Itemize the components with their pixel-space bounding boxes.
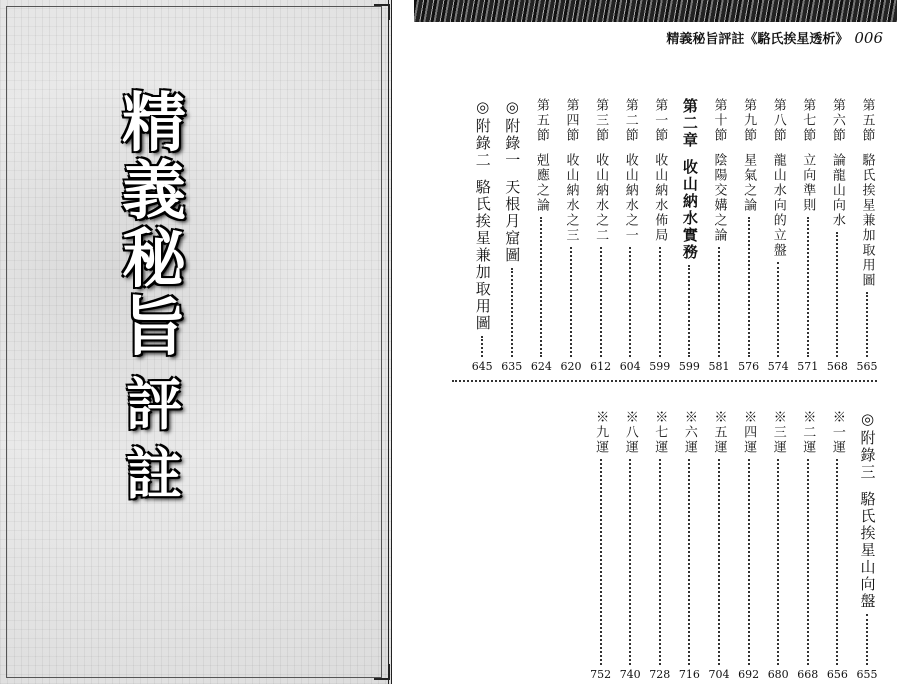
toc-page-number: 576 [738, 360, 760, 373]
toc-entry-label: ※六運 [681, 410, 697, 455]
toc-page [392, 0, 897, 684]
toc-entry[interactable] [618, 98, 642, 372]
toc-leader-dots [540, 217, 542, 357]
toc-leader-dots [866, 292, 868, 357]
cover-title [104, 87, 204, 508]
toc-entry[interactable] [796, 410, 820, 680]
toc-leader-dots [748, 217, 750, 357]
scan-edge-band [414, 0, 897, 22]
toc-page-number: 740 [619, 668, 641, 681]
toc-entry-label: 第十節 [711, 98, 727, 143]
toc-entry-label: 第六節 [829, 98, 845, 143]
toc-leader-dots [836, 459, 838, 665]
cover-title-char: 秘 [122, 223, 186, 297]
toc-entry[interactable] [796, 98, 820, 372]
toc-entry-label: ※八運 [622, 410, 638, 455]
toc-page-number: 704 [708, 668, 730, 681]
toc-leader-dots [866, 614, 868, 665]
cover-subtitle-char: 評 [126, 373, 182, 438]
toc-entry-label: 第八節 [770, 98, 786, 143]
toc-entry[interactable] [589, 410, 613, 680]
toc-page-number: 620 [560, 360, 582, 373]
toc-leader-dots [807, 459, 809, 665]
toc-entry[interactable] [500, 98, 524, 372]
page-number: 006 [854, 29, 883, 47]
toc-entry-title: 星氣之論 [741, 153, 757, 213]
toc-leader-dots [836, 232, 838, 357]
toc-leader-dots [688, 265, 690, 357]
toc-leader-dots [807, 217, 809, 357]
toc-entry-label: 第九節 [741, 98, 757, 143]
toc-entry[interactable] [529, 98, 553, 372]
toc-entry-label: ◎附錄二 [473, 98, 492, 169]
toc-entry[interactable] [766, 410, 790, 680]
toc-leader-dots [629, 247, 631, 357]
toc-page-number: 645 [471, 360, 493, 373]
toc-page-number: 612 [590, 360, 612, 373]
toc-entry-title: 駱氏挨星山向盤 [858, 491, 877, 610]
toc-entry-title: 天根月窟圖 [503, 179, 522, 264]
toc-entry[interactable] [766, 98, 790, 372]
toc-page-number: 568 [826, 360, 848, 373]
toc-entry-label: ※二運 [800, 410, 816, 455]
toc-entry-label: 第四節 [563, 98, 579, 143]
toc-leader-dots [777, 459, 779, 665]
toc-entry-label: ◎附錄一 [503, 98, 522, 169]
toc-entry-label: ※一運 [829, 410, 845, 455]
toc-entry-label: ※四運 [741, 410, 757, 455]
toc-page-number: 728 [649, 668, 671, 681]
toc-leader-dots [748, 459, 750, 665]
toc-entry-label: ※七運 [652, 410, 668, 455]
toc-page-number: 624 [530, 360, 552, 373]
toc-page-number: 599 [649, 360, 671, 373]
toc-entry[interactable] [825, 98, 849, 372]
cover-title-char: 精 [122, 87, 186, 161]
toc-leader-dots [688, 459, 690, 665]
toc-leader-dots [570, 247, 572, 357]
toc-leader-dots [659, 459, 661, 665]
toc-entry-label: ※五運 [711, 410, 727, 455]
toc-page-number: 565 [856, 360, 878, 373]
binding-corner-bottom [374, 664, 390, 680]
toc-entry[interactable] [618, 410, 642, 680]
toc-page-number: 574 [767, 360, 789, 373]
toc-entry[interactable] [855, 410, 879, 680]
toc-entry-label: 第三節 [593, 98, 609, 143]
toc-leader-dots [777, 262, 779, 357]
toc-entry-title: 陰陽交媾之論 [711, 153, 727, 243]
toc-entry-title: 剋應之論 [533, 153, 549, 213]
toc-leader-dots [659, 247, 661, 357]
toc-entry-label: 第五節 [533, 98, 549, 143]
toc-entry-label: ※九運 [593, 410, 609, 455]
running-title: 精義秘旨評註《駱氏挨星透析》 [666, 32, 849, 47]
cover-title-char: 旨 [122, 291, 186, 365]
toc-leader-dots [718, 247, 720, 357]
toc-page-number: 635 [501, 360, 523, 373]
toc-entry[interactable] [737, 410, 761, 680]
toc-entry[interactable] [470, 98, 494, 372]
toc-leader-dots [481, 336, 483, 357]
toc-page-number: 604 [619, 360, 641, 373]
toc-entry-label: ※三運 [770, 410, 786, 455]
toc-entry-title: 論龍山向水 [829, 153, 845, 228]
toc-page-number: 692 [738, 668, 760, 681]
toc-page-number: 599 [678, 360, 700, 373]
toc-page-number: 655 [856, 668, 878, 681]
toc-entry-label: 第五節 [859, 98, 875, 143]
toc-entry-title: 收山納水佈局 [652, 153, 668, 243]
toc-leader-dots [600, 459, 602, 665]
toc-entry-title: 收山納水實務 [680, 159, 699, 261]
toc-page-number: 680 [767, 668, 789, 681]
toc-entry[interactable] [737, 98, 761, 372]
toc-entry-label: 第二章 [680, 98, 699, 149]
toc-leader-dots [718, 459, 720, 665]
toc-entry[interactable] [677, 410, 701, 680]
cover-page [0, 0, 392, 684]
toc-entry-label: 第二節 [622, 98, 638, 143]
toc-page-number: 656 [826, 668, 848, 681]
toc-entry-label: 第一節 [652, 98, 668, 143]
toc-entry[interactable] [559, 98, 583, 372]
toc-entry[interactable] [648, 98, 672, 372]
toc-entry-label: ◎附錄三 [858, 410, 877, 481]
cover-subtitle-char: 註 [126, 443, 182, 508]
toc-entry[interactable] [707, 410, 731, 680]
toc-entry-title: 駱氏挨星兼加取用圖 [473, 179, 492, 332]
toc-page-number: 571 [797, 360, 819, 373]
toc-entry[interactable] [589, 98, 613, 372]
cover-title-char: 義 [122, 155, 186, 229]
toc-entry[interactable] [648, 410, 672, 680]
toc-entry-title: 收山納水之三 [563, 153, 579, 243]
toc-entry-title: 立向準則 [800, 153, 816, 213]
toc-entry[interactable] [855, 98, 879, 372]
toc-entry-label: 第七節 [800, 98, 816, 143]
toc-page-number: 581 [708, 360, 730, 373]
toc-page-number: 668 [797, 668, 819, 681]
toc-entry[interactable] [825, 410, 849, 680]
toc-leader-dots [511, 268, 513, 357]
running-header [666, 28, 883, 47]
toc-leader-dots [629, 459, 631, 665]
binding-corner-top [374, 4, 390, 20]
toc-page-number: 752 [590, 668, 612, 681]
toc-entry-title: 龍山水向的立盤 [770, 153, 786, 258]
dotted-divider [452, 380, 877, 382]
toc-entry-title: 收山納水之二 [593, 153, 609, 243]
toc-page-number: 716 [678, 668, 700, 681]
toc-entry[interactable] [707, 98, 731, 372]
toc-entry[interactable] [677, 98, 701, 372]
toc-entry-title: 收山納水之一 [622, 153, 638, 243]
toc-entry-title: 駱氏挨星兼加取用圖 [859, 153, 875, 288]
toc-leader-dots [600, 247, 602, 357]
